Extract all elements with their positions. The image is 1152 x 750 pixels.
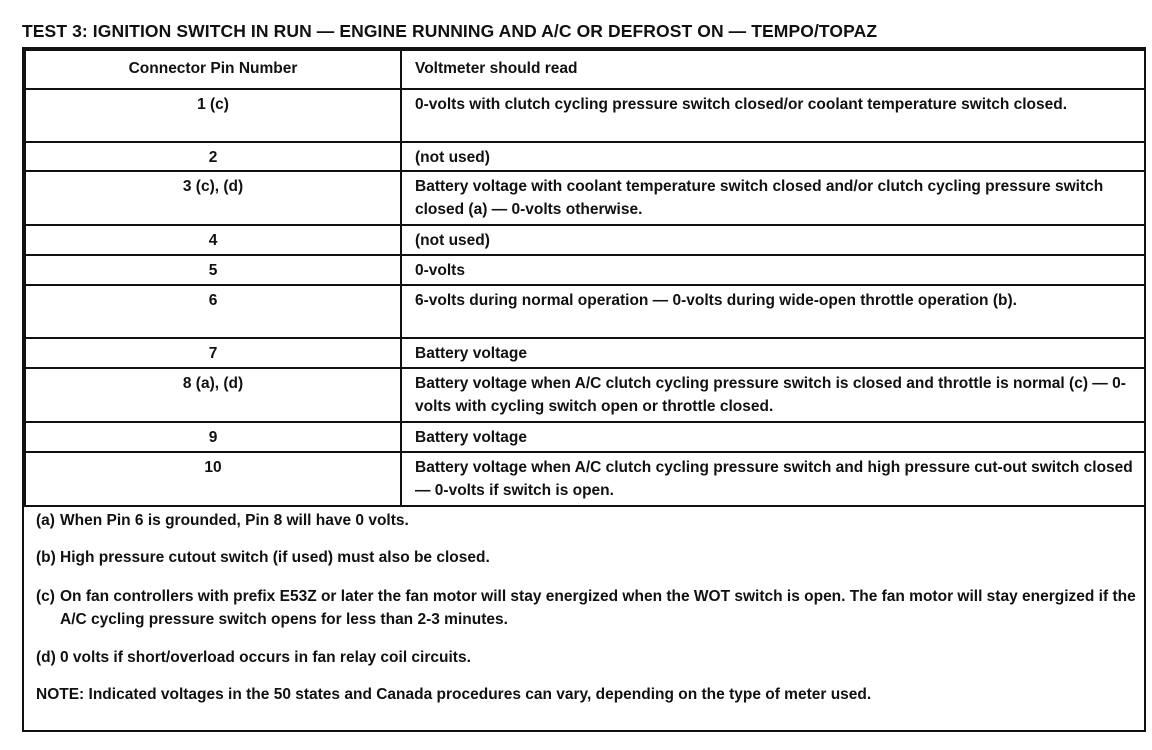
table-row xyxy=(25,285,1145,338)
voltmeter-reading: (not used) xyxy=(401,142,1145,171)
table-header-row xyxy=(25,50,1145,89)
footnote-b xyxy=(36,546,1136,569)
pin-number: 1 (c) xyxy=(25,89,401,142)
page-title: TEST 3: IGNITION SWITCH IN RUN — ENGINE RUNNING AND A/C OR DEFROST ON — TEMPO/TOPAZ xyxy=(22,21,878,41)
footnote-d xyxy=(36,646,1136,669)
voltmeter-reading: Battery voltage when A/C clutch cycling pressure switch is closed and throttle is normal (c) — 0-volts with cycling switch open or throttle closed. xyxy=(401,368,1145,422)
voltmeter-reading: Battery voltage with coolant temperature switch closed and/or clutch cycling pressure switch closed (a) — 0-volts otherwise. xyxy=(401,171,1145,225)
table-row xyxy=(25,89,1145,142)
general-note-text: NOTE: Indicated voltages in the 50 states and Canada procedures can vary, depending on the type of meter used. xyxy=(36,686,872,703)
general-note xyxy=(36,683,1136,706)
footnote-text: 0 volts if short/overload occurs in fan relay coil circuits. xyxy=(60,649,471,666)
footnote-tag: (c) xyxy=(36,588,55,605)
pin-number: 4 xyxy=(25,225,401,255)
pin-number: 7 xyxy=(25,338,401,368)
table-row xyxy=(25,225,1145,255)
table-row xyxy=(25,255,1145,285)
pin-number: 2 xyxy=(25,142,401,171)
footnote-text: When Pin 6 is grounded, Pin 8 will have 0 volts. xyxy=(60,512,409,529)
pin-number: 5 xyxy=(25,255,401,285)
voltmeter-reading: Battery voltage when A/C clutch cycling pressure switch and high pressure cut-out switch closed — 0-volts if switch is open. xyxy=(401,452,1145,506)
footnote-a xyxy=(36,509,1136,532)
header-connector-pin: Connector Pin Number xyxy=(25,50,401,89)
pin-number: 8 (a), (d) xyxy=(25,368,401,422)
footnote-text: High pressure cutout switch (if used) must also be closed. xyxy=(60,549,490,566)
voltmeter-reading: Battery voltage xyxy=(401,422,1145,452)
table-row xyxy=(25,338,1145,368)
pin-number: 3 (c), (d) xyxy=(25,171,401,225)
footnote-text: On fan controllers with prefix E53Z or later the fan motor will stay energized when the WOT switch is open. The fan motor will stay energized if the A/C cycling pressure switch opens for less than 2-3 minutes. xyxy=(60,588,1136,628)
footnote-tag: (a) xyxy=(36,512,55,529)
footnote-tag: (d) xyxy=(36,649,56,666)
pin-number: 10 xyxy=(25,452,401,506)
pin-number: 6 xyxy=(25,285,401,338)
voltmeter-reading: 0-volts xyxy=(401,255,1145,285)
table-row xyxy=(25,368,1145,422)
table-row xyxy=(25,171,1145,225)
voltmeter-reading: (not used) xyxy=(401,225,1145,255)
footnote-tag: (b) xyxy=(36,549,56,566)
voltage-table xyxy=(24,49,1146,507)
table-row xyxy=(25,142,1145,171)
voltmeter-reading: 0-volts with clutch cycling pressure switch closed/or coolant temperature switch closed. xyxy=(401,89,1145,142)
table-row xyxy=(25,422,1145,452)
header-voltmeter-reading: Voltmeter should read xyxy=(401,50,1145,89)
voltmeter-reading: 6-volts during normal operation — 0-volts during wide-open throttle operation (b). xyxy=(401,285,1145,338)
table-row xyxy=(25,452,1145,506)
footnote-c xyxy=(36,585,1136,631)
voltmeter-reading: Battery voltage xyxy=(401,338,1145,368)
pin-number: 9 xyxy=(25,422,401,452)
